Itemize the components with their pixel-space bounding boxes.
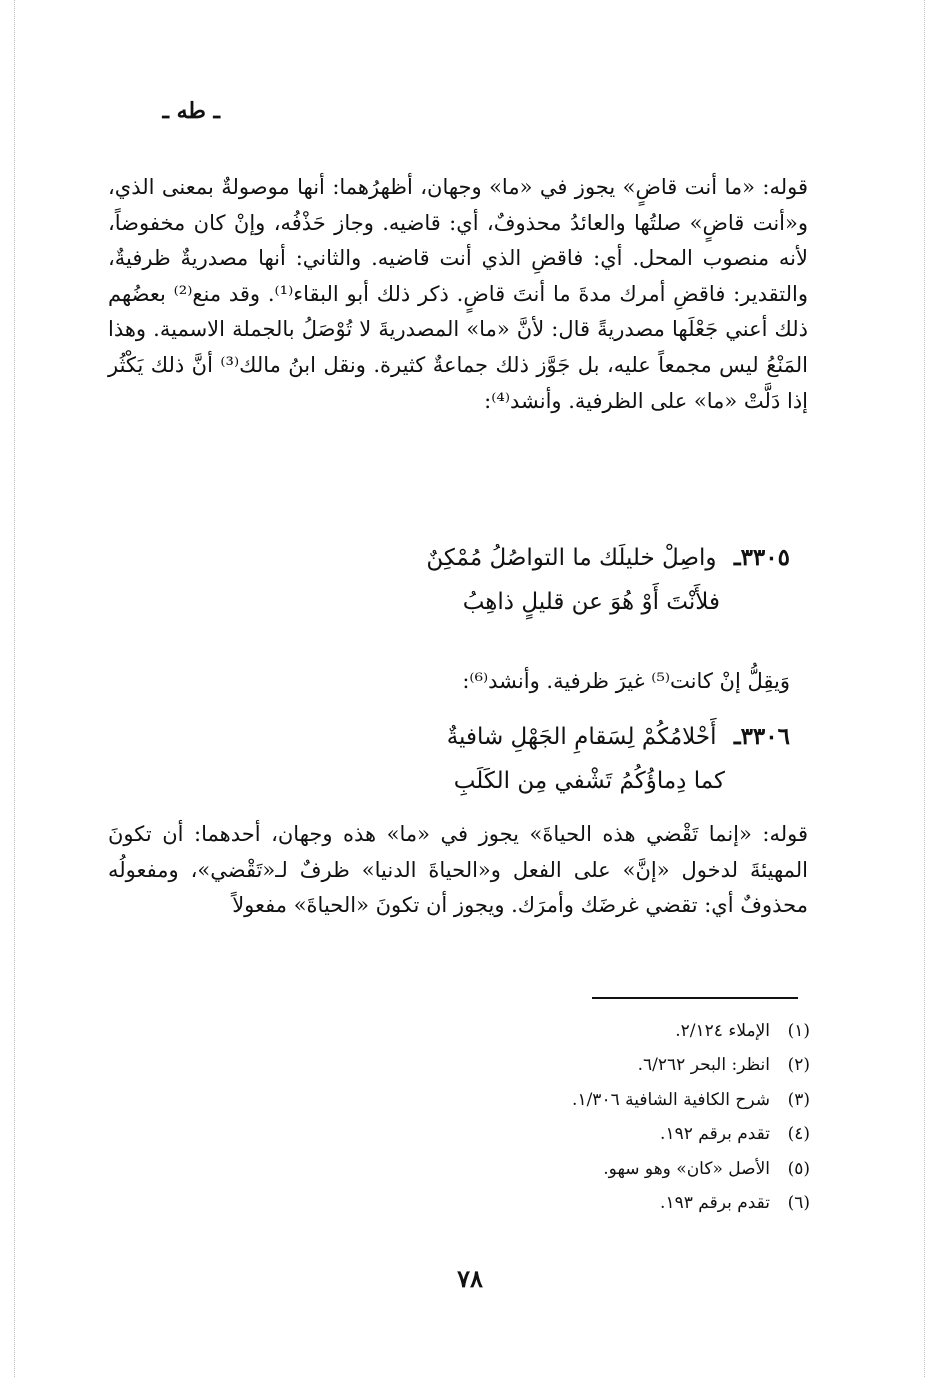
footnote-item [390, 1048, 810, 1082]
footnote-item [390, 1117, 810, 1151]
footnote-number: (١) [787, 1021, 810, 1041]
footnote-number: (٢) [787, 1055, 810, 1076]
footnote-text: الأصل «كان» وهو سهو. [603, 1158, 770, 1179]
running-header: ـ طه ـ [162, 98, 220, 124]
footnote-number: (٦) [787, 1193, 810, 1214]
footnote-text: الإملاء ٢/١٢٤. [675, 1021, 770, 1041]
page-number: ٧٨ [457, 1264, 483, 1293]
footnote-separator [592, 997, 798, 999]
footnote-item [390, 1083, 810, 1117]
footnote-item [390, 1186, 810, 1220]
verse-number: ٣٣٠٥ـ [733, 544, 790, 571]
verse-3305-line-2: فلأَنْتَ أَوْ هُوَ عن قليلٍ ذاهِبُ [462, 589, 720, 615]
footnote-item [390, 1152, 810, 1186]
verse-3306-line-2: كما دِماؤُكُمُ تَشْفي مِن الكَلَبِ [453, 768, 725, 794]
footnotes [390, 1014, 810, 1220]
verse-number: ٣٣٠٦ـ [733, 723, 790, 750]
footnote-text: تقدم برقم ١٩٣. [660, 1193, 770, 1214]
footnote-number: (٤) [787, 1124, 810, 1145]
commentary-paragraph-3: قوله: «إنما تَقْضي هذه الحياةَ» يجوز في «ما» هذه وجهان، أحدهما: أن تكونَ المهيئةَ لدخول «إنَّ» على الفعل و«الحياةَ الدنيا» ظرفٌ لـ«تَقْضي»، ومفعولُه محذوفٌ أي: تقضي غرضَك وأمرَك. ويجوز أن تكونَ «الحياةَ» مفعولاً [108, 822, 808, 918]
footnote-text: شرح الكافية الشافية ١/٣٠٦. [572, 1089, 770, 1110]
left-dotted-edge [14, 0, 15, 1377]
commentary-paragraph-2: وَيقِلُّ إنْ كانت⁽⁵⁾ غيرَ ظرفية. وأنشد⁽⁶⁾: [462, 669, 790, 693]
commentary-paragraph-1: قوله: «ما أنت قاضٍ» يجوز في «ما» وجهان، أظهرُهما: أنها موصولةٌ بمعنى الذي، و«أنت قاضٍ» صلتُها والعائدُ محذوفٌ، أي: قاضيه. وجاز حَذْفُه، وإنْ كان مخفوضاً، لأنه منصوب المحل. أي: فاقضِ الذي أنت قاضيه. والثاني: أنها مصدريةٌ ظرفيةٌ، والتقدير: فاقضِ أمرك مدةَ ما أنتَ قاضٍ. ذكر ذلك أبو البقاء⁽¹⁾. وقد منع⁽²⁾ بعضُهم ذلك أعني جَعْلَها مصدريةً قال: لأنَّ «ما» المصدريةَ لا تُوْصَلُ بالجملة الاسمية. وهذا المَنْعُ ليس مجمعاً عليه، بل جَوَّز ذلك جماعةٌ كثيرة. ونقل ابنُ مالك⁽³⁾ أنَّ ذلك يَكْثُر إذا دَلَّتْ «ما» على الظرفية. وأنشد⁽⁴⁾: [108, 175, 808, 413]
verse-3306-line-1 [447, 717, 790, 757]
footnote-text: تقدم برقم ١٩٢. [660, 1124, 770, 1145]
footnote-number: (٣) [787, 1089, 810, 1110]
footnote-text: انظر: البحر ٦/٢٦٢. [637, 1055, 770, 1076]
right-dotted-edge [924, 0, 925, 1377]
verse-hemistich: واصِلْ خليلَك ما التواصُلُ مُمْكِنٌ [426, 545, 717, 571]
verse-hemistich: أَحْلامُكُمْ لِسَقامِ الجَهْلِ شافيةٌ [446, 724, 717, 750]
footnote-item [390, 1014, 810, 1048]
verse-3305-line-1 [426, 538, 790, 578]
footnote-number: (٥) [787, 1158, 810, 1179]
